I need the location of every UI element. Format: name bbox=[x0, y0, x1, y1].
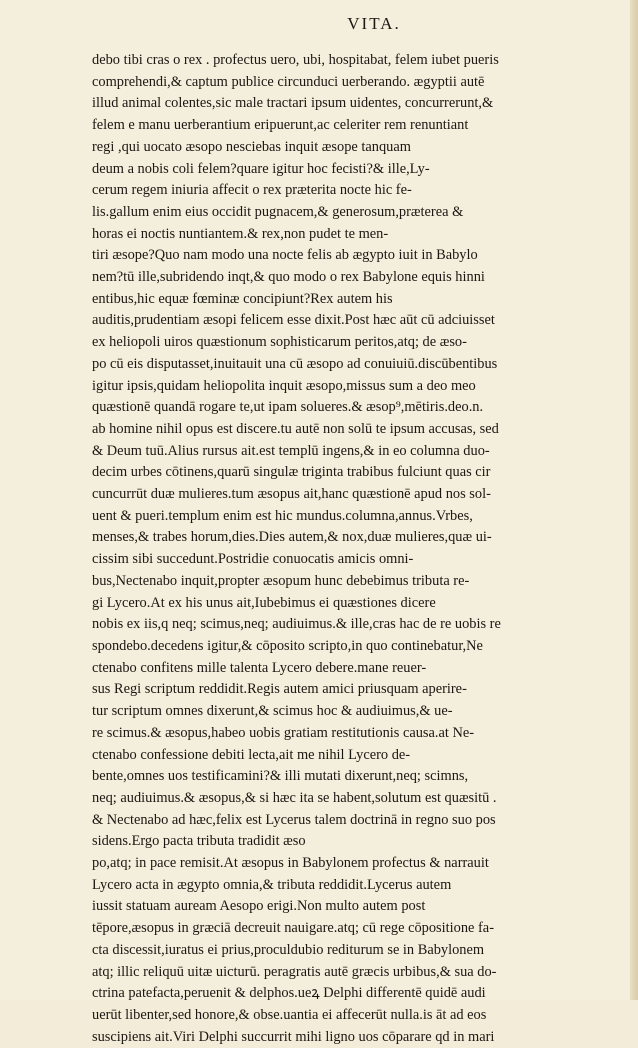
text-line: quæstionē quandā rogare te,ut ipam solueres.& æsop⁹,mētiris.deo.n. bbox=[92, 399, 484, 416]
text-line: deum a nobis coli felem?quare igitur hoc fecisti?& ille,Ly- bbox=[92, 160, 430, 177]
text-line: iussit statuam auream Aesopo erigi.Non multo autem post bbox=[92, 898, 426, 915]
running-header bbox=[0, 14, 638, 34]
text-line: po cū eis disputasset,inuitauit una cū æsopo ad conuiuiū.discūbentibus bbox=[92, 355, 498, 372]
body-text bbox=[92, 50, 570, 1048]
text-line: debo tibi cras o rex . profectus uero, ubi, hospitabat, felem iubet pueris bbox=[92, 52, 499, 68]
text-line: felem e manu uerberantium eripuerunt,ac celeriter rem renuntiant bbox=[92, 117, 469, 134]
text-line: spondebo.decedens igitur,& cōposito scripto,in quo continebatur,Ne bbox=[92, 637, 483, 654]
text-line: ctenabo confessione debiti lecta,ait me nihil Lycero de- bbox=[92, 746, 411, 763]
text-line: nobis ex iis,q neq; scimus,neq; audiuimus.& ille,cras hac de re uobis re bbox=[92, 616, 501, 633]
text-line: regi ,qui uocato æsopo nesciebas inquit æsope tanquam bbox=[92, 138, 411, 155]
text-line: re scimus.& æsopus,habeo uobis gratiam restitutionis causa.at Ne- bbox=[92, 724, 475, 741]
text-line: tur scriptum omnes dixerunt,& scimus hoc & audiuimus,& ue- bbox=[92, 703, 453, 720]
text-line: tēpore,æsopus in græciā decreuit nauigare.atq; cū rege cōpositione fa- bbox=[92, 920, 494, 937]
text-line: ctenabo confitens mille talenta Lycero debere.mane reuer- bbox=[92, 659, 427, 676]
text-line: nem?tū ille,subridendo inqt,& quo modo o rex Babylone equis hinni bbox=[92, 269, 485, 286]
text-line: lis.gallum enim eius occidit pugnacem,& generosum,præterea & bbox=[92, 203, 464, 220]
text-line: auditis,prudentiam æsopi felicem esse dixit.Post hæc aūt cū adciuisset bbox=[92, 312, 495, 329]
text-line: uerūt libenter,sed honore,& obse.uantia ei affecerūt nulla.is āt ad eos bbox=[92, 1006, 487, 1023]
page-edge bbox=[630, 0, 638, 1000]
text-line: Lycero acta in ægypto omnia,& tributa reddidit.Lycerus autem bbox=[92, 876, 452, 893]
text-line: tiri æsope?Quo nam modo una nocte felis ab ægypto iuit in Babylo bbox=[92, 247, 478, 264]
text-line: sidens.Ergo pacta tributa tradidit æso bbox=[92, 833, 306, 850]
text-line: cuncurrūt duæ mulieres.tum æsopus ait,hanc quæstionē apud nos sol- bbox=[92, 486, 491, 503]
text-line: uent & pueri.templum enim est hic mundus.columna,annus.Vrbes, bbox=[92, 507, 473, 524]
text-line: cissim sibi succedunt.Postridie conuocatis amicis omni- bbox=[92, 551, 414, 568]
text-line: bente,omnes uos testificamini?& illi mutati dixerunt,neq; scimns, bbox=[92, 768, 469, 785]
text-line: po,atq; in pace remisit.At æsopus in Babylonem profectus & narrauit bbox=[92, 855, 489, 872]
text-line: neq; audiuimus.& æsopus,& si hæc ita se habent,solutum est quæsitū . bbox=[92, 789, 497, 806]
text-line: ex heliopoli uiros quæstionum sophisticarum peritos,atq; de æso- bbox=[92, 334, 467, 351]
text-line: cerum regem iniuria affecit o rex præterita nocte hic fe- bbox=[92, 182, 412, 199]
text-line: & Nectenabo ad hæc,felix est Lycerus talem doctrinā in regno suo pos bbox=[92, 811, 496, 828]
running-title: VITA. bbox=[347, 14, 401, 33]
text-line: suscipiens ait.Viri Delphi succurrit mihi ligno uos cōparare qd in mari bbox=[92, 1028, 495, 1045]
text-line: decim urbes cōtinens,quarū singulæ triginta trabibus fulciunt quas cir bbox=[92, 464, 491, 481]
text-line: entibus,hic equæ fœminæ concipiunt?Rex autem his bbox=[92, 290, 393, 307]
text-line: comprehendi,& captum publice circunduci uerberando. ægyptii autē bbox=[92, 73, 485, 90]
text-line: cta discessit,iuratus ei prius,proculdubio rediturum se in Babylonem bbox=[92, 941, 485, 958]
text-line: igitur ipsis,quidam heliopolita inquit æsopo,missus sum a deo meo bbox=[92, 377, 476, 394]
text-line: menses,& trabes horum,dies.Dies autem,& nox,duæ mulieres,quæ ui- bbox=[92, 529, 492, 546]
text-line: gi Lycero.At ex his unus ait,Iubebimus ei quæstiones dicere bbox=[92, 594, 436, 611]
text-line: horas ei noctis nuntiantem.& rex,non pudet te men- bbox=[92, 225, 389, 242]
text-line: atq; illic reliquū uitæ uicturū. peragratis autē græcis urbibus,& sua do- bbox=[92, 963, 497, 980]
text-line: & Deum tuū.Alius rursus ait.est templū ingens,& in eo columna duo- bbox=[92, 442, 490, 459]
text-line: ab homine nihil opus est discere.tu autē non solū te ipsum accusas, sed bbox=[92, 420, 499, 437]
text-line: sus Regi scriptum reddidit.Regis autem amici priusquam aperire- bbox=[92, 681, 467, 698]
text-line: ctrina patefacta,peruenit & delphos.ueꝝ Delphi differentē quidē audi bbox=[92, 985, 486, 1002]
text-line: illud animal colentes,sic male tractari ipsum uidentes, concurrerunt,& bbox=[92, 95, 494, 112]
text-line: bus,Nectenabo inquit,propter æsopum hunc debebimus tributa re- bbox=[92, 572, 470, 589]
